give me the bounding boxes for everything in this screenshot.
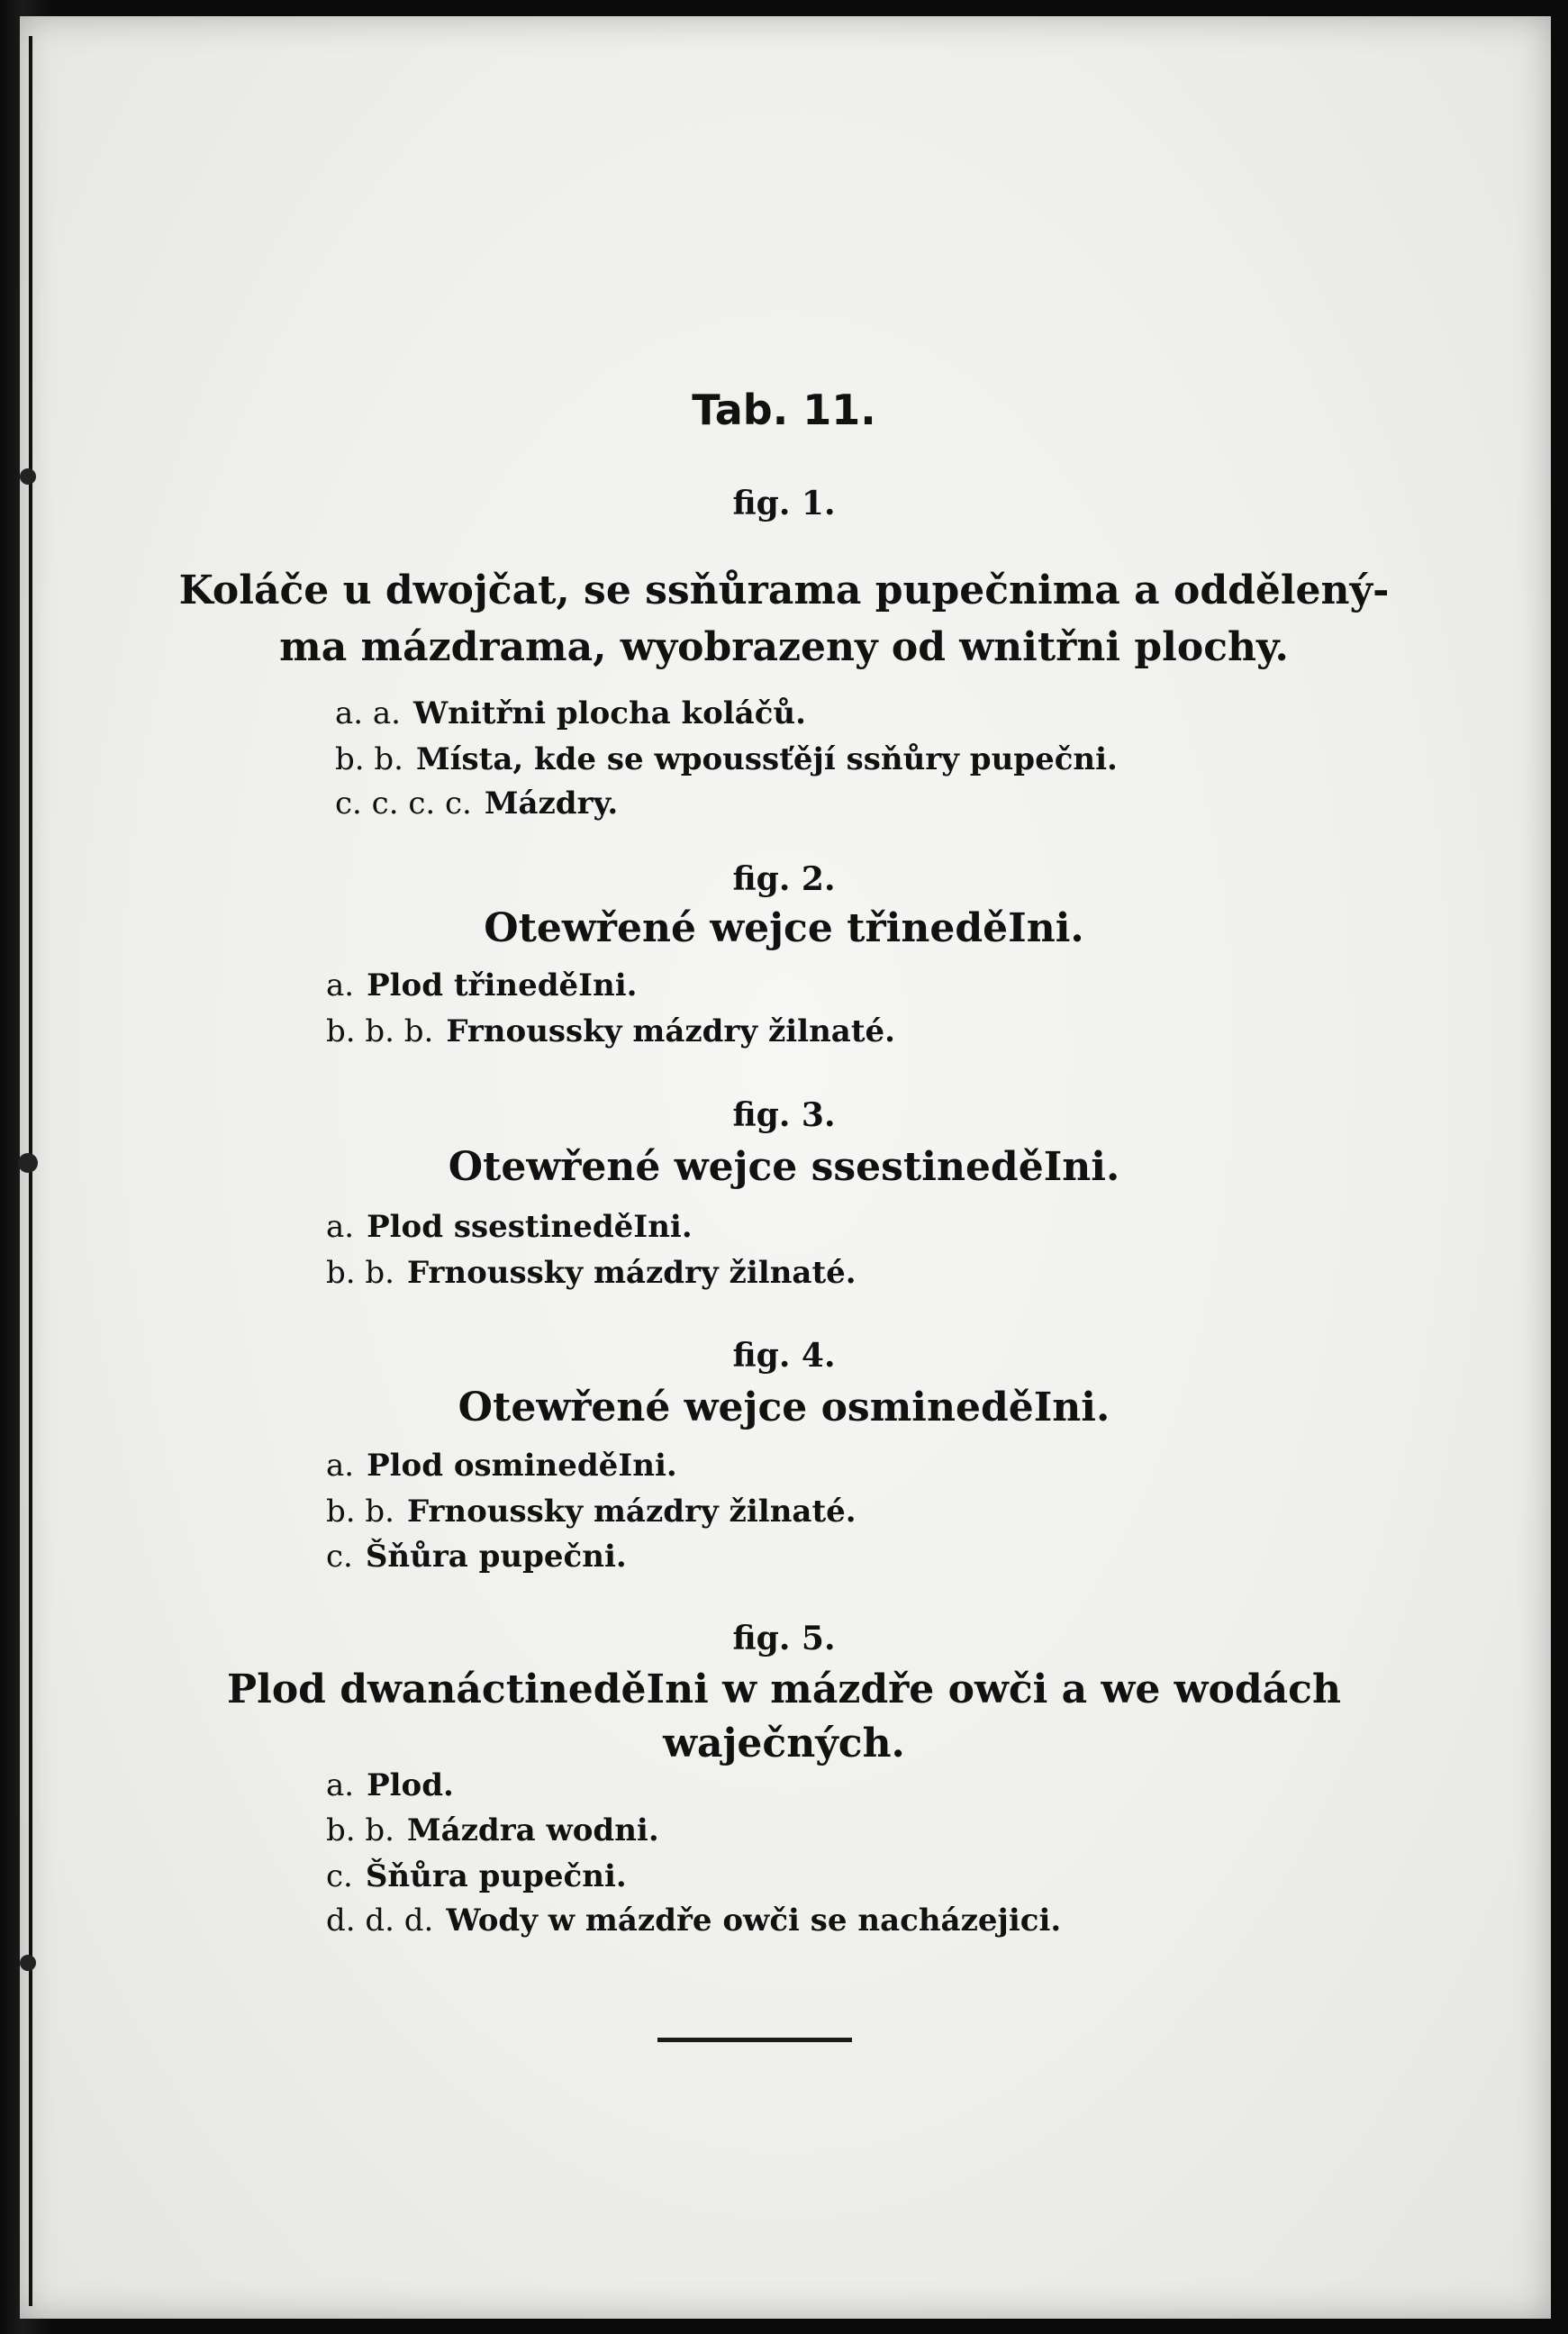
legend-label: a. bbox=[326, 1448, 355, 1484]
legend-text: Plod ssestineděIni. bbox=[367, 1209, 693, 1245]
legend-label: c. bbox=[326, 1539, 353, 1575]
binding-stitch-mark bbox=[20, 468, 36, 485]
legend-label: b. b. bbox=[326, 1255, 394, 1291]
figure-heading: waječných. bbox=[663, 1721, 905, 1766]
legend-label: b. b. bbox=[335, 741, 403, 777]
legend-item bbox=[326, 1209, 693, 1245]
figure-heading: ma mázdrama, wyobrazeny od wnitřni plochy. bbox=[279, 624, 1289, 670]
legend-text: Plod osmineděIni. bbox=[367, 1448, 677, 1484]
legend-item bbox=[326, 1767, 454, 1803]
legend-item bbox=[326, 1858, 627, 1894]
legend-item bbox=[326, 1812, 659, 1848]
legend-text: Plod třineděIni. bbox=[367, 967, 638, 1004]
legend-item bbox=[335, 695, 806, 731]
legend-item bbox=[335, 741, 1118, 777]
legend-label: b. b. bbox=[326, 1812, 394, 1848]
binding-stitch-mark bbox=[20, 1955, 36, 1971]
legend-label: b. b. bbox=[326, 1494, 394, 1530]
legend-label: a. bbox=[326, 967, 355, 1004]
legend-label: d. d. d. bbox=[326, 1903, 434, 1939]
legend-label: b. b. b. bbox=[326, 1013, 434, 1049]
figure-label: fig. 5. bbox=[732, 1620, 836, 1657]
legend-item bbox=[335, 786, 618, 822]
figure-label: fig. 2. bbox=[732, 860, 836, 898]
legend-text: Mázdra wodni. bbox=[406, 1812, 659, 1848]
legend-text: Frnoussky mázdry žilnaté. bbox=[446, 1013, 896, 1049]
figure-label: fig. 1. bbox=[732, 485, 836, 522]
legend-label: c. c. c. c. bbox=[335, 786, 472, 822]
figure-heading: Otewřené wejce ssestineděIni. bbox=[448, 1144, 1120, 1190]
figure-heading: Otewřené wejce osmineděIni. bbox=[458, 1385, 1110, 1430]
legend-label: a. bbox=[326, 1767, 355, 1803]
legend-text: Šňůra pupečni. bbox=[365, 1539, 627, 1575]
figure-heading: Plod dwanáctineděIni w mázdře owči a we wodách bbox=[227, 1666, 1341, 1712]
legend-label: a. bbox=[326, 1209, 355, 1245]
page-title: Tab. 11. bbox=[692, 386, 876, 434]
figure-heading: Otewřené wejce třineděIni. bbox=[484, 905, 1084, 951]
figure-heading: Koláče u dwojčat, se ssňůrama pupečnima a oddělený- bbox=[178, 568, 1390, 613]
legend-text: Šňůra pupečni. bbox=[365, 1858, 627, 1894]
legend-item bbox=[326, 1448, 677, 1484]
legend-text: Wnitřni plocha koláčů. bbox=[412, 695, 806, 731]
legend-text: Wody w mázdře owči se nacházejici. bbox=[446, 1903, 1062, 1939]
legend-item bbox=[326, 1494, 857, 1530]
legend-label: a. a. bbox=[335, 695, 401, 731]
closing-rule bbox=[657, 2038, 852, 2042]
figure-label: fig. 3. bbox=[732, 1096, 836, 1134]
legend-text: Plod. bbox=[367, 1767, 454, 1803]
figure-label: fig. 4. bbox=[732, 1337, 836, 1375]
legend-text: Mázdry. bbox=[484, 786, 619, 822]
legend-label: c. bbox=[326, 1858, 353, 1894]
legend-item bbox=[326, 1013, 895, 1049]
legend-item bbox=[326, 1903, 1061, 1939]
legend-item bbox=[326, 1255, 857, 1291]
legend-item bbox=[326, 1539, 627, 1575]
legend-text: Frnoussky mázdry žilnaté. bbox=[406, 1494, 857, 1530]
legend-text: Místa, kde se wpoussťějí ssňůry pupečni. bbox=[415, 741, 1118, 777]
legend-text: Frnoussky mázdry žilnaté. bbox=[406, 1255, 857, 1291]
legend-item bbox=[326, 967, 638, 1004]
